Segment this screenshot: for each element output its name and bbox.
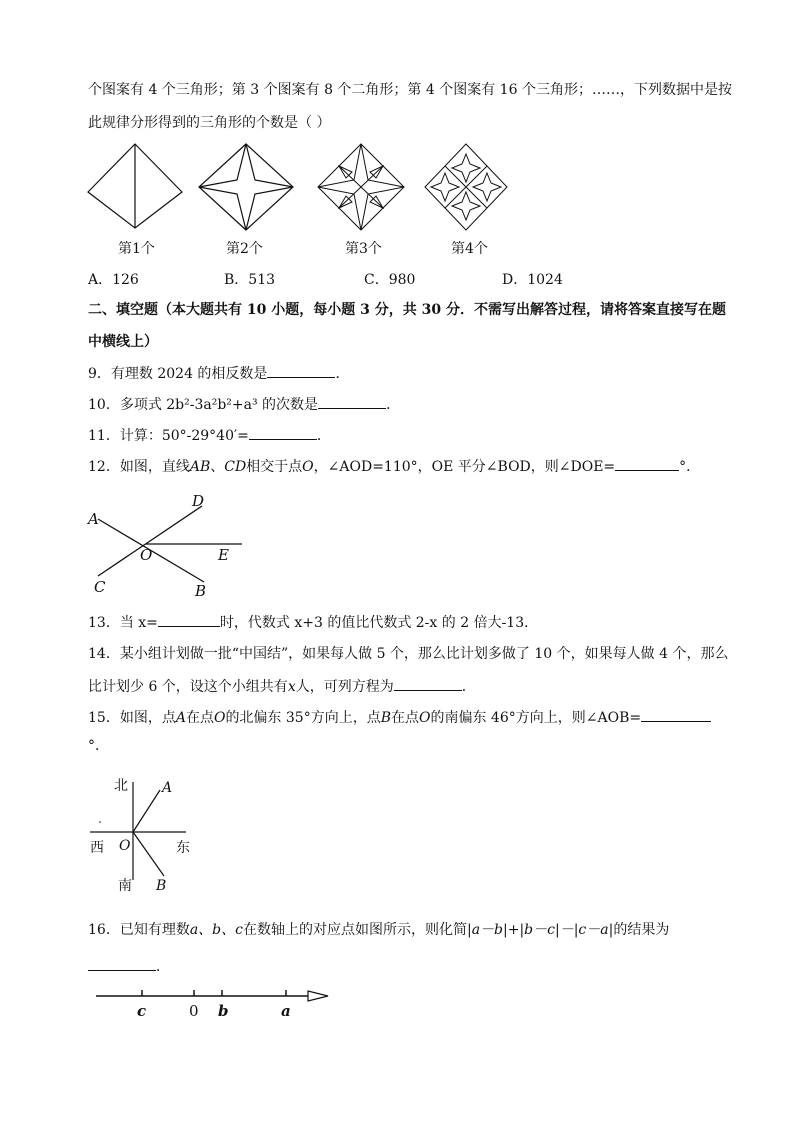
q16-suffix: ． — [156, 959, 170, 975]
option-d[interactable]: D．1024 — [502, 272, 563, 288]
label-b: B — [156, 878, 167, 894]
ray-ob — [133, 832, 164, 876]
label-east: 东 — [176, 840, 190, 856]
fig-label-3: 第3个 — [345, 241, 382, 257]
label-d: D — [192, 492, 205, 510]
q12-prefix: 12．如图，直线 — [88, 459, 190, 475]
q15-p2: 在点 — [185, 710, 214, 726]
q16-expression: |a－b|+|b－c|－|c－a| — [466, 922, 614, 938]
fractal-figure-3 — [316, 142, 406, 232]
label-south: 南 — [118, 878, 132, 894]
arrow-icon — [308, 991, 328, 1001]
q13-answer-blank[interactable] — [158, 612, 220, 627]
q14-line1: 14．某小组计划做一批“中国结”，如果每人做 5 个，那么比计划多做了 10 个，如果每人做 4 个，那么 — [88, 646, 729, 662]
q15-point-b: B — [380, 710, 391, 726]
q9-answer-blank[interactable] — [267, 363, 335, 378]
label-o: O — [119, 838, 131, 854]
q15-p3: 的北偏东 35°方向上，点 — [225, 710, 381, 726]
label-b: b — [218, 1002, 229, 1020]
q14-text-a: 比计划少 6 个，设这个小组共有 — [88, 679, 288, 695]
q12-figure — [86, 488, 246, 600]
q15-answer-blank[interactable] — [641, 707, 711, 722]
q12-rest: ，∠AOD=110°，OE 平分∠BOD，则∠DOE= — [313, 459, 616, 475]
q9-suffix: ． — [335, 366, 350, 382]
question-11 — [88, 425, 331, 446]
q12-sep: 、 — [210, 459, 225, 475]
q16-answer-blank[interactable] — [88, 956, 156, 971]
line-cd — [98, 506, 202, 576]
label-b: B — [195, 582, 207, 600]
q15-line2: °． — [88, 738, 109, 754]
label-e: E — [218, 546, 229, 564]
label-zero: 0 — [189, 1002, 199, 1020]
q12-suffix: °． — [679, 459, 701, 475]
q8-text-line1: 个图案有 4 个三角形；第 3 个图案有 8 个二角形；第 4 个图案有 16 个三角形；……，下列数据中是按 — [88, 82, 732, 98]
q13-suffix: 时，代数式 x+3 的值比代数式 2-x 的 2 倍大-13． — [219, 615, 539, 631]
q14-answer-blank[interactable] — [394, 676, 462, 691]
q11-answer-blank[interactable] — [249, 425, 317, 440]
section-heading-line2: 中横线上） — [88, 334, 158, 350]
fractal-figure-1 — [86, 142, 184, 230]
q16-vars: a、b、c — [189, 922, 243, 938]
q12-answer-blank[interactable] — [615, 456, 679, 471]
q12-line-cd: CD — [224, 459, 247, 475]
q15-point-o2: O — [419, 710, 431, 726]
q12-line-ab: AB — [189, 459, 211, 475]
q12-mid: 相交于点 — [246, 459, 303, 475]
label-a: a — [281, 1002, 291, 1020]
q15-p1: 15．如图，点 — [88, 710, 176, 726]
q16-p3: 的结果为 — [613, 922, 670, 938]
q16-line2 — [88, 956, 170, 977]
label-north: 北 — [114, 778, 128, 794]
option-b[interactable]: B．513 — [224, 272, 276, 288]
q14-line2 — [88, 676, 476, 697]
option-c[interactable]: C．980 — [364, 272, 416, 288]
q15-point-a: A — [175, 710, 186, 726]
question-9 — [88, 363, 349, 384]
q11-prefix: 11．计算：50°-29°40′= — [88, 428, 249, 444]
q12-point-o: O — [302, 459, 314, 475]
question-10 — [88, 394, 400, 415]
label-a: A — [162, 780, 173, 796]
q15-point-o: O — [213, 710, 226, 726]
q14-var-x: x — [287, 679, 296, 695]
label-a: A — [88, 510, 99, 528]
question-12 — [88, 456, 700, 477]
fig-label-4: 第4个 — [451, 241, 488, 257]
q16-p2: 在数轴上的对应点如图所示，则化简 — [242, 922, 467, 938]
fig-label-1: 第1个 — [118, 241, 155, 257]
q16-p1: 16．已知有理数 — [88, 922, 190, 938]
label-c: C — [94, 578, 106, 596]
q9-prefix: 9．有理数 2024 的相反数是 — [88, 366, 268, 382]
q14-text-b: 人，可列方程为 — [295, 679, 394, 695]
fig-label-2: 第2个 — [226, 241, 263, 257]
question-16 — [88, 920, 669, 940]
section-heading-line1: 二、填空题（本大题共有 10 小题，每小题 3 分，共 30 分．不需写出解答过程，请将答案直接写在题 — [88, 302, 726, 318]
q15-p5: 的南偏东 46°方向上，则∠AOB= — [430, 710, 642, 726]
option-a[interactable]: A．126 — [88, 272, 139, 288]
question-13 — [88, 612, 538, 633]
ray-oa — [133, 790, 160, 832]
q13-prefix: 13．当 x= — [88, 615, 158, 631]
question-15 — [88, 707, 711, 728]
q15-p4: 在点 — [391, 710, 419, 726]
q10-answer-blank[interactable] — [318, 394, 386, 409]
q11-suffix: ． — [316, 428, 331, 444]
q16-number-line — [94, 986, 330, 1020]
q10-prefix: 10．多项式 2b²-3a²b²+a³ 的次数是 — [88, 397, 319, 413]
label-c: c — [137, 1002, 147, 1020]
fractal-figure-2 — [197, 142, 295, 230]
q8-text-line2: 此规律分形得到的三角形的个数是（ ） — [88, 115, 331, 131]
fractal-figure-4 — [423, 142, 509, 232]
label-west: 西 — [90, 840, 104, 856]
q14-suffix: ． — [461, 679, 476, 695]
label-o: O — [140, 546, 153, 564]
q15-figure — [86, 772, 206, 896]
q10-suffix: ． — [386, 397, 401, 413]
